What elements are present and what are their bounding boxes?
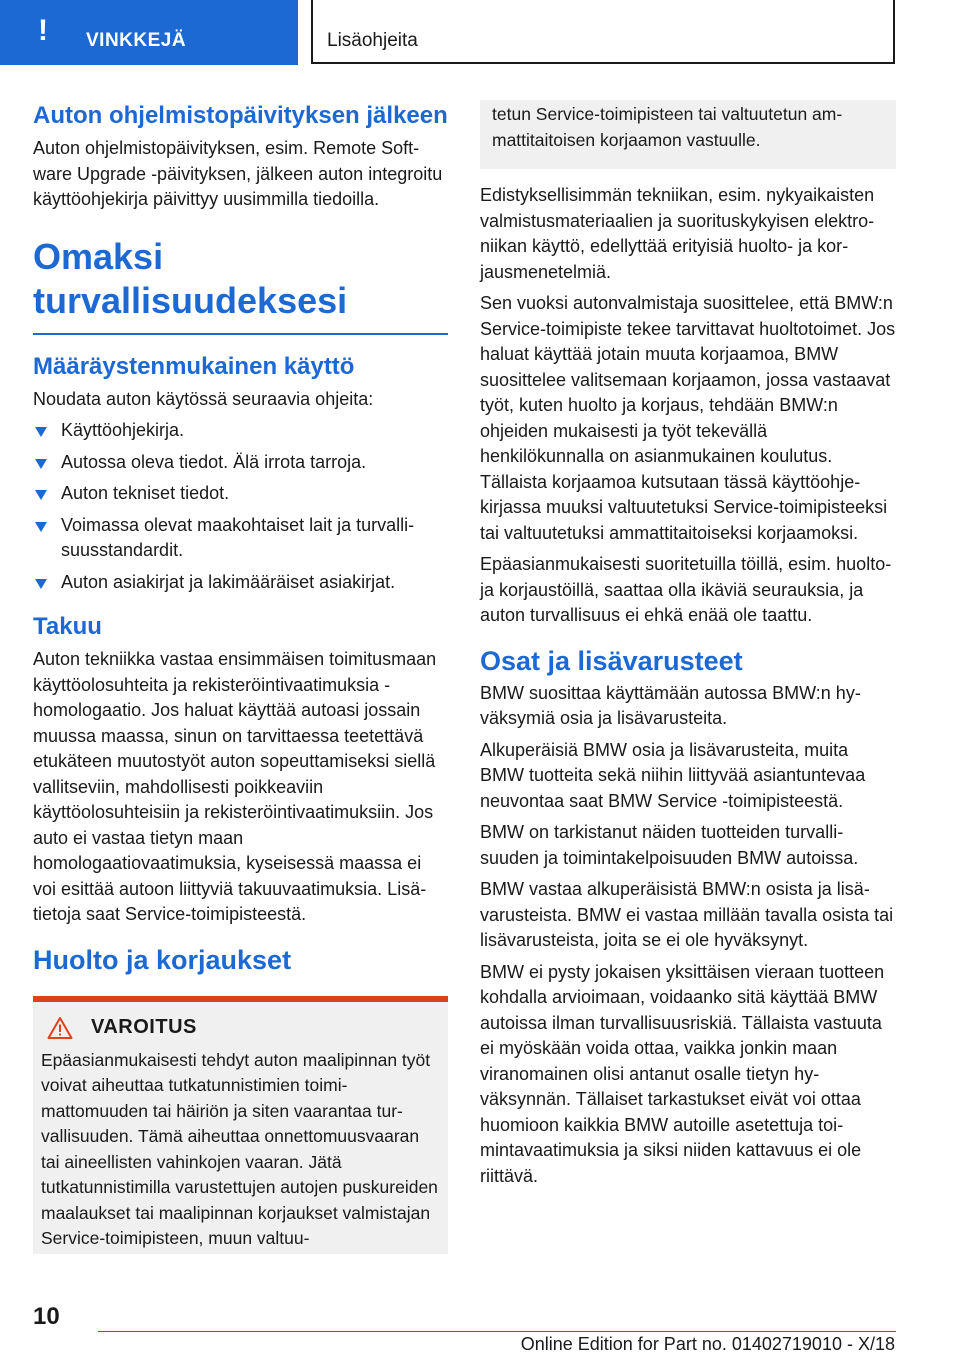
header-subsection-box [311, 0, 895, 64]
footer-divider [98, 1331, 896, 1332]
triangle-bullet-icon [35, 427, 47, 437]
triangle-bullet-icon [35, 459, 47, 469]
list-item-text: Auton asiakirjat ja lakimääräiset asiakirjat. [61, 571, 396, 592]
parts-para-1: BMW suosittaa käyttämään autossa BMW:n hyväksymiä osia ja lisävarusteita. [480, 682, 861, 728]
list-item-text: Käyttöohjekirja. [61, 420, 185, 440]
warning-triangle-icon [47, 1016, 73, 1040]
warning-box [33, 1002, 448, 1254]
list-item [33, 450, 448, 476]
header-subsection-label: Lisäohjeita [327, 30, 418, 51]
list-item [33, 481, 448, 507]
triangle-bullet-icon [35, 579, 47, 589]
warning-continuation [480, 100, 896, 169]
triangle-bullet-icon [35, 522, 47, 532]
list-item-text: Voimassa olevat maakohtaiset lait ja turvallisuusstandardit. [61, 514, 415, 560]
update-text: Auton ohjelmistopäivityksen, esim. Remote Software Upgrade -päivityksen, jälkeen auton integroitu käyttöohjekirja päivittyy uusimmilla tiedoilla. [33, 138, 443, 209]
triangle-bullet-icon [35, 490, 47, 500]
warranty-heading: Takuu [33, 613, 102, 640]
parts-para-3: BMW on tarkistanut näiden tuotteiden turvallisuuden ja toimintakelpoisuuden BMW autoissa. [480, 822, 859, 868]
header-section-label: VINKKEJÄ [86, 30, 187, 51]
parts-para-2: Alkuperäisiä BMW osia ja lisävarusteita, muita BMW tuotteita sekä niihin liittyvää asiantuntevaa neuvontaa saat BMW Service -toimipisteestä. [480, 739, 866, 811]
parts-heading: Osat ja lisävarusteet [480, 645, 743, 676]
safety-heading: Omaksi turvallisuudeksesi [33, 235, 448, 335]
service-para-3: Epäasianmukaisesti suoritetuilla töillä, esim. huolto- ja korjaustöillä, saattaa olla ikäviä seurauksia, ja auton turvallisuus ei ehkä enää ole taattu. [480, 554, 892, 625]
parts-para-5: BMW ei pysty jokaisen yksittäisen vieraan tuotteen kohdalla arvioimaan, voidaanko sitä käyttää BMW autoissa ilman turvallisuusriskiä. Tällaista vastuuta ei myöskään voida ottaa, vaikka jonkin maan viranomainen olisi antanut osalle tietyn hyväksynnän. Tällaiset tarkastukset eivät voi ottaa huomioon kaikkia BMW autoille asetettuja toimintavaatimuksia ja siksi niiden kattavuus ei ole riittävä. [480, 961, 885, 1186]
list-item [33, 418, 448, 444]
warranty-text: Auton tekniikka vastaa ensimmäisen toimitusmaan käyttöolosuhteita ja rekisteröintivaatimuksia - homologaatio. Jos haluat käyttää autoasi jossain muussa maassa, sinun on tarvittaessa teetettävä etukäteen muutostyöt auton sopeuttamiseksi siellä vallitseviin, mahdollisesti poikkeaviin käyttöolosuhteisiin ja rekisteröintivaatimuksiin. Jos auto ei vastaa tietyn maan homologaatiovaatimuksia, kyseisessä maassa ei voi esittää autoon liittyviä takuuvaatimuksia. Lisätietoja saat Service-toimipisteestä. [33, 649, 437, 924]
warning-header [47, 1016, 438, 1040]
warning-continuation-text: tetun Service-toimipisteen tai valtuutetun ammattitaitoisen korjaamon vastuulle. [492, 104, 843, 150]
service-para-2: Sen vuoksi autonvalmistaja suosittelee, että BMW:n Service-toimipiste tekee tarvittavat huoltotoimet. Jos haluat käyttää jotain muuta korjaamoa, BMW suosittelee valitsemaan korjaamon, jossa vastaavat työt, kuten huolto ja korjaus, tehdään BMW:n ohjeiden mukaisesti ja työt tekevällä henkilökunnalla on asianmukainen koulutus. Tällaista korjaamoa kutsutaan tässä käyttöohjekirjassa muuksi valtuutetuksi Service-toimipisteeksi tai valtuutetuksi ammattitaitoiseksi korjaamoksi. [480, 293, 896, 543]
warning-label: VAROITUS [91, 1016, 197, 1038]
usage-intro: Noudata auton käytössä seuraavia ohjeita: [33, 388, 374, 409]
right-column [480, 100, 896, 1195]
parts-para-4: BMW vastaa alkuperäisistä BMW:n osista ja lisävarusteista. BMW ei vastaa millään tavalla osista tai lisävarusteista, joita se ei ole hyväksynyt. [480, 879, 894, 950]
service-para-1: Edistyksellisimmän tekniikan, esim. nykyaikaisten valmistusmateriaalien ja suorituskykyisen elektroniikan käyttö, edellyttää erityisiä huolto- ja korjausmenetelmiä. [480, 185, 875, 282]
list-item-text: Auton tekniset tiedot. [61, 483, 230, 503]
warning-text: Epäasianmukaisesti tehdyt auton maalipinnan työt voivat aiheuttaa tutkatunnistimien toimimattomuuden tai häiriön ja siten vaarantaa turvallisuuden. Tämä aiheuttaa onnettomuusvaaran tai aineellisten vahinkojen vaaran. Jätä tutkatunnistimilla varustettujen autojen puskureiden maalaukset tai maalipinnan korjaukset valmistajan Service-toimipisteen, muun valtuu- [41, 1049, 438, 1248]
list-item-text: Autossa oleva tiedot. Älä irrota tarroja. [61, 451, 367, 472]
service-heading: Huolto ja korjaukset [33, 944, 292, 975]
left-column [33, 100, 448, 1254]
page-number: 10 [33, 1303, 60, 1330]
list-item [33, 513, 448, 564]
header-section-tab [0, 0, 298, 65]
list-item [33, 570, 448, 596]
exclamation-icon: ! [38, 14, 48, 47]
update-heading: Auton ohjelmistopäivityksen jälkeen [33, 102, 448, 129]
usage-list [33, 418, 448, 595]
footer-edition: Online Edition for Part no. 01402719010 - X/18 [520, 1334, 895, 1354]
usage-heading: Määräystenmukainen käyttö [33, 352, 355, 380]
